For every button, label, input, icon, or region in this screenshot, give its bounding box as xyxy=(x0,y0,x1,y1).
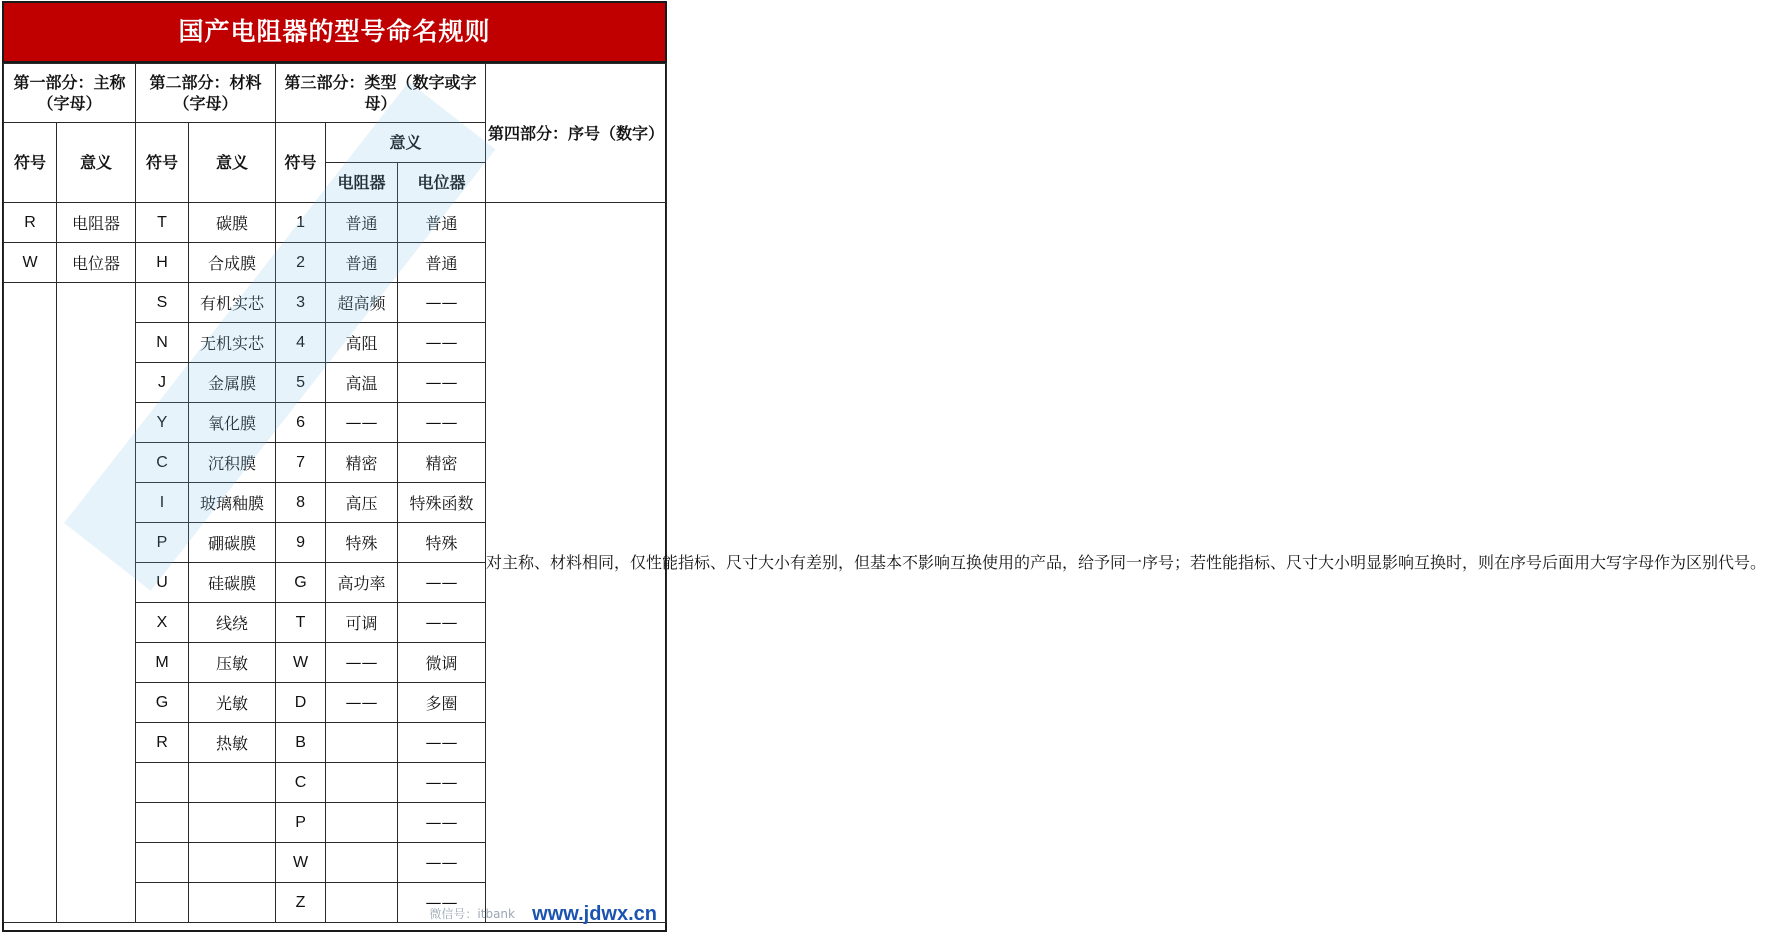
part2-meaning-cell-empty xyxy=(189,843,276,883)
part3-potentiometer-cell: —— xyxy=(398,763,486,803)
part3-resistor-cell: 可调 xyxy=(326,603,398,643)
part3-resistor-cell: 普通 xyxy=(326,243,398,283)
part2-code-cell: G xyxy=(136,683,189,723)
part2-code-cell: X xyxy=(136,603,189,643)
potentiometer-header: 电位器 xyxy=(398,163,486,203)
part2-code-cell: R xyxy=(136,723,189,763)
part3-potentiometer-cell: 多圈 xyxy=(398,683,486,723)
part3-potentiometer-cell: 特殊 xyxy=(398,523,486,563)
part1-symbol-header: 符号 xyxy=(4,123,57,203)
watermark-wechat: 微信号：itbank xyxy=(429,907,515,921)
part3-resistor-cell: 高功率 xyxy=(326,563,398,603)
part3-resistor-cell: 高阻 xyxy=(326,323,398,363)
part2-meaning-header: 意义 xyxy=(189,123,276,203)
part2-code-cell: I xyxy=(136,483,189,523)
part3-code-cell: B xyxy=(276,723,326,763)
naming-rules-table xyxy=(3,63,1766,923)
part2-meaning-cell: 压敏 xyxy=(189,643,276,683)
part3-code-cell: C xyxy=(276,763,326,803)
part3-header: 第三部分：类型（数字或字母） xyxy=(276,64,486,123)
page-title: 国产电阻器的型号命名规则 xyxy=(4,3,665,63)
part3-potentiometer-cell: —— xyxy=(398,563,486,603)
part1-meaning-cell: 电位器 xyxy=(57,243,136,283)
part3-resistor-cell: 高压 xyxy=(326,483,398,523)
part3-resistor-cell: 精密 xyxy=(326,443,398,483)
part2-code-cell: J xyxy=(136,363,189,403)
part3-code-cell: 7 xyxy=(276,443,326,483)
part3-resistor-cell: 高温 xyxy=(326,363,398,403)
part2-meaning-cell: 金属膜 xyxy=(189,363,276,403)
part3-code-cell: P xyxy=(276,803,326,843)
part1-code-cell-empty xyxy=(4,283,57,923)
part2-meaning-cell: 沉积膜 xyxy=(189,443,276,483)
part3-potentiometer-cell: —— xyxy=(398,403,486,443)
part2-meaning-cell: 无机实芯 xyxy=(189,323,276,363)
watermark-site: www.jdwx.cn xyxy=(532,903,657,925)
part3-code-cell: 8 xyxy=(276,483,326,523)
part3-resistor-cell: —— xyxy=(326,403,398,443)
part2-meaning-cell: 玻璃釉膜 xyxy=(189,483,276,523)
part3-meaning-header: 意义 xyxy=(326,123,486,163)
part3-symbol-header: 符号 xyxy=(276,123,326,203)
part2-code-cell-empty xyxy=(136,843,189,883)
part2-code-cell: M xyxy=(136,643,189,683)
part2-code-cell: H xyxy=(136,243,189,283)
part3-resistor-cell xyxy=(326,803,398,843)
part3-potentiometer-cell: —— xyxy=(398,603,486,643)
part2-meaning-cell: 合成膜 xyxy=(189,243,276,283)
part2-meaning-cell: 光敏 xyxy=(189,683,276,723)
part2-meaning-cell: 有机实芯 xyxy=(189,283,276,323)
part2-code-cell: S xyxy=(136,283,189,323)
part1-code-cell: R xyxy=(4,203,57,243)
part3-potentiometer-cell: 微调 xyxy=(398,643,486,683)
part3-code-cell: 9 xyxy=(276,523,326,563)
part2-code-cell-empty xyxy=(136,763,189,803)
part2-code-cell: N xyxy=(136,323,189,363)
part3-resistor-cell: 普通 xyxy=(326,203,398,243)
part3-code-cell: 1 xyxy=(276,203,326,243)
part2-meaning-cell: 热敏 xyxy=(189,723,276,763)
part2-symbol-header: 符号 xyxy=(136,123,189,203)
part2-code-cell: U xyxy=(136,563,189,603)
part2-meaning-cell: 碳膜 xyxy=(189,203,276,243)
part3-resistor-cell: 超高频 xyxy=(326,283,398,323)
part2-meaning-cell: 线绕 xyxy=(189,603,276,643)
part2-code-cell-empty xyxy=(136,883,189,923)
part2-code-cell: C xyxy=(136,443,189,483)
part3-code-cell: T xyxy=(276,603,326,643)
part3-resistor-cell xyxy=(326,843,398,883)
part2-meaning-cell: 氧化膜 xyxy=(189,403,276,443)
part3-resistor-cell: 特殊 xyxy=(326,523,398,563)
part3-potentiometer-cell: —— xyxy=(398,843,486,883)
part3-resistor-cell xyxy=(326,883,398,923)
part2-header: 第二部分：材料（字母） xyxy=(136,64,276,123)
part3-resistor-cell xyxy=(326,723,398,763)
part3-potentiometer-cell: 普通 xyxy=(398,243,486,283)
part3-potentiometer-cell: —— xyxy=(398,803,486,843)
part2-code-cell: Y xyxy=(136,403,189,443)
part2-code-cell: P xyxy=(136,523,189,563)
part1-header: 第一部分：主称（字母） xyxy=(4,64,136,123)
part3-code-cell: 4 xyxy=(276,323,326,363)
part3-code-cell: 2 xyxy=(276,243,326,283)
part3-potentiometer-cell: —— xyxy=(398,723,486,763)
part3-code-cell: W xyxy=(276,643,326,683)
part3-resistor-cell: —— xyxy=(326,683,398,723)
part2-meaning-cell: 硼碳膜 xyxy=(189,523,276,563)
part3-code-cell: 3 xyxy=(276,283,326,323)
part2-meaning-cell-empty xyxy=(189,803,276,843)
part3-resistor-cell: —— xyxy=(326,643,398,683)
part3-potentiometer-cell: 普通 xyxy=(398,203,486,243)
part3-code-cell: 5 xyxy=(276,363,326,403)
part1-meaning-cell-empty xyxy=(57,283,136,923)
part2-code-cell: T xyxy=(136,203,189,243)
header-row-1 xyxy=(4,64,667,123)
part2-code-cell-empty xyxy=(136,803,189,843)
part3-potentiometer-cell: —— xyxy=(398,363,486,403)
part3-potentiometer-cell: 特殊函数 xyxy=(398,483,486,523)
part3-code-cell: D xyxy=(276,683,326,723)
part2-meaning-cell-empty xyxy=(189,883,276,923)
part1-meaning-cell: 电阻器 xyxy=(57,203,136,243)
table-row xyxy=(4,203,667,243)
part4-note-cell: 对主称、材料相同，仅性能指标、尺寸大小有差别，但基本不影响互换使用的产品，给予同一序号；若性能指标、尺寸大小明显影响互换时，则在序号后面用大写字母作为区别代号。 xyxy=(486,203,667,923)
part3-resistor-cell xyxy=(326,763,398,803)
part3-code-cell: Z xyxy=(276,883,326,923)
part2-meaning-cell-empty xyxy=(189,763,276,803)
part2-meaning-cell: 硅碳膜 xyxy=(189,563,276,603)
part3-code-cell: 6 xyxy=(276,403,326,443)
part3-code-cell: W xyxy=(276,843,326,883)
part3-potentiometer-cell: —— xyxy=(398,283,486,323)
resistor-header: 电阻器 xyxy=(326,163,398,203)
part4-header: 第四部分：序号（数字） xyxy=(486,64,667,203)
part3-code-cell: G xyxy=(276,563,326,603)
part3-potentiometer-cell: —— xyxy=(398,323,486,363)
naming-rules-card xyxy=(2,1,1766,932)
part3-potentiometer-cell: 精密 xyxy=(398,443,486,483)
part3-potentiometer-cell: —— xyxy=(398,883,486,923)
part1-code-cell: W xyxy=(4,243,57,283)
part1-meaning-header: 意义 xyxy=(57,123,136,203)
